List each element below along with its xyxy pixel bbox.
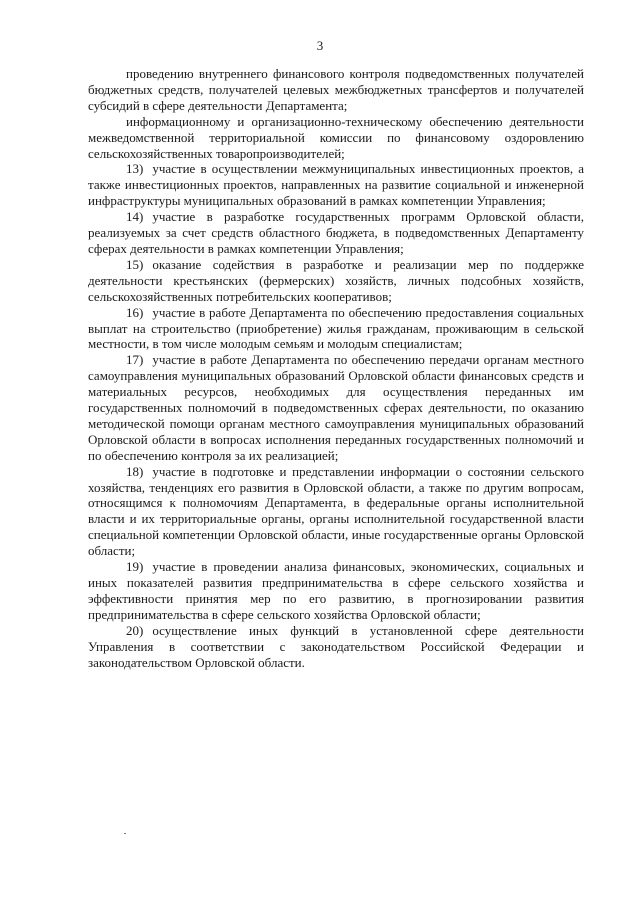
paragraph-text: информационному и организационно-техническому обеспечению деятельности межведомственной территориальной комиссии по финансовому оздоровлению сельскохозяйственных товаропроизводителей;	[88, 113, 584, 161]
paragraph-internal-control	[88, 66, 584, 114]
paragraph-20	[88, 623, 584, 671]
paragraph-16	[88, 305, 584, 353]
paragraph-text: оказание содействия в разработке и реализации мер по поддержке деятельности крестьянских (фермерских) хозяйств, личных подсобных хозяйств, сельскохозяйственных потребительских кооперативов;	[88, 256, 584, 304]
paragraph-number: 19)	[126, 559, 144, 575]
paragraph-number: 18)	[126, 463, 144, 479]
paragraph-text: участие в разработке государственных программ Орловской области, реализуемых за счет средств областного бюджета, в подведомственных Департаменту сферах деятельности в рамках компетенции Управления;	[88, 209, 584, 256]
paragraph-number: 15)	[126, 256, 144, 272]
paragraph-18	[88, 464, 584, 559]
paragraph-text: участие в осуществлении межмуниципальных инвестиционных проектов, а также инвестиционных проектов, направленных на развитие социальной и инженерной инфраструктуры муниципальных образований в рамках компетенции Управления;	[88, 161, 584, 209]
paragraph-number: 13)	[126, 161, 144, 177]
paragraph-number: 16)	[126, 304, 144, 320]
document-body	[88, 66, 584, 670]
paragraph-commission-support	[88, 114, 584, 162]
paragraph-13	[88, 161, 584, 209]
paragraph-text: участие в подготовке и представлении информации о состоянии сельского хозяйства, тенденциях его развития в Орловской области, а также по другим вопросам, относящимся к полномочиям Департамента, в федеральные органы исполнительной власти и их территориальные органы, органы исполнительной государственной власти специальной компетенции Орловской области, иные государственные органы Орловской области;	[88, 463, 584, 559]
paragraph-17	[88, 352, 584, 463]
paragraph-text: осуществление иных функций в установленной сфере деятельности Управления в соответствии с законодательством Российской Федерации и законодательством Орловской области.	[88, 622, 584, 670]
paragraph-14	[88, 209, 584, 257]
scan-artifact	[124, 833, 126, 834]
paragraph-text: участие в работе Департамента по обеспечению предоставления социальных выплат на строительство (приобретение) жилья гражданам, проживающим в сельской местности, в том числе молодым семьям и молодым специалистам;	[88, 304, 584, 352]
paragraph-text: участие в проведении анализа финансовых, экономических, социальных и иных показателей развития предпринимательства в сфере сельского хозяйства и эффективности принятия мер по его развитию, в прогнозировании развития предпринимательства в сфере сельского хозяйства Орловской области;	[88, 559, 584, 622]
paragraph-19	[88, 559, 584, 623]
paragraph-number: 14)	[126, 209, 144, 225]
paragraph-text: участие в работе Департамента по обеспечению передачи органам местного самоуправления муниципальных образований Орловской области финансовых средств и материальных ресурсов, необходимых для осуществления переданных им государственных полномочий в подведомственных сферах деятельности, по оказанию методической помощи органам местного самоуправления муниципальных образований Орловской области в вопросах исполнения переданных государственных полномочий и по обеспечению контроля за их реализацией;	[88, 352, 584, 463]
paragraph-text: проведению внутреннего финансового контроля подведомственных получателей бюджетных средств, получателей целевых межбюджетных трансфертов и получателей субсидий в сфере деятельности Департамента;	[88, 66, 584, 113]
paragraph-15	[88, 257, 584, 305]
paragraph-number: 20)	[126, 622, 144, 638]
paragraph-number: 17)	[126, 352, 144, 368]
page-number: 3	[316, 38, 324, 53]
